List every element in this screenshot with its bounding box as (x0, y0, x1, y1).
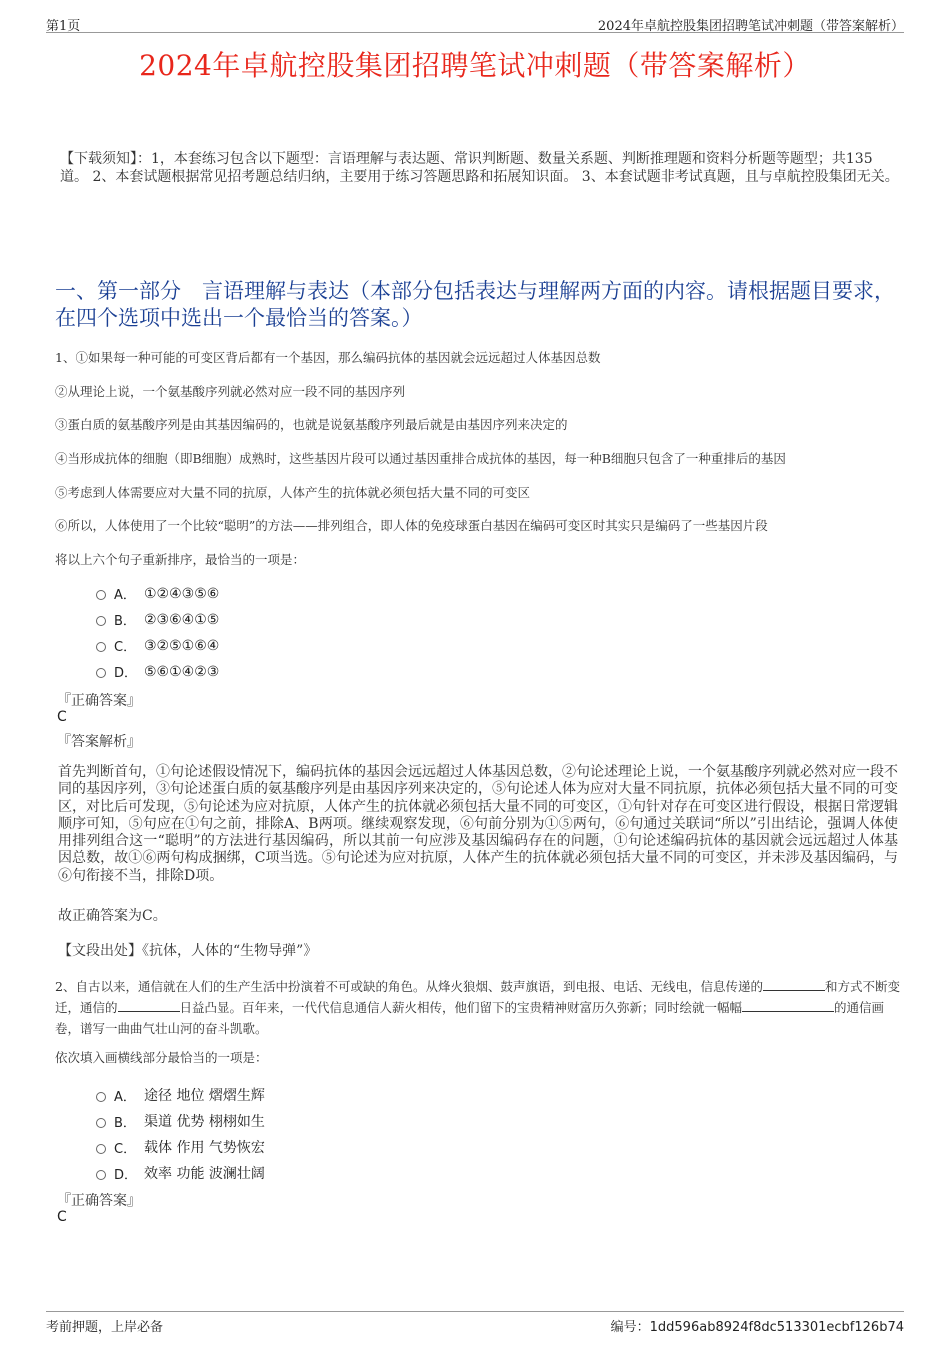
q1-option-a[interactable] (96, 584, 219, 603)
q1-option-d[interactable] (96, 662, 219, 681)
option-letter: A． (114, 588, 136, 603)
option-text: 途径 地位 熠熠生辉 (144, 1088, 265, 1104)
option-text: ⑤⑥①④②③ (144, 663, 220, 680)
blank-3[interactable] (742, 999, 834, 1012)
radio-icon[interactable] (96, 1092, 106, 1102)
q2-answer-label: 『正确答案』 (57, 1193, 141, 1209)
footer-slogan: 考前押题，上岸必备 (46, 1320, 164, 1335)
q2-stem-part4: 的通信画卷，谱写一曲曲气壮山河的奋斗凯歌。 (55, 1000, 885, 1036)
q1-source: 【文段出处】《抗体，人体的“生物导弹”》 (58, 943, 318, 959)
option-letter: C． (114, 640, 137, 655)
q1-answer: C (57, 709, 67, 725)
option-letter: B． (114, 614, 136, 629)
blank-2[interactable] (118, 999, 180, 1012)
radio-icon[interactable] (96, 642, 106, 652)
section-title: 一、第一部分 言语理解与表达（本部分包括表达与理解两方面的内容。请根据题目要求，在四个选项中选出一个最恰当的答案。） (55, 279, 895, 330)
q1-sentence-1: 1、①如果每一种可能的可变区背后都有一个基因，那么编码抗体的基因就会远远超过人体基因总数 (55, 350, 601, 365)
option-letter: D． (114, 666, 138, 681)
header-page-label: 第1页 (46, 19, 81, 34)
page-title: 2024年卓航控股集团招聘笔试冲刺题（带答案解析） (139, 49, 811, 82)
radio-icon[interactable] (96, 590, 106, 600)
q1-answer-label: 『正确答案』 (57, 693, 141, 709)
radio-icon[interactable] (96, 1144, 106, 1154)
q1-analysis: 首先判断首句，①句论述假设情况下，编码抗体的基因会远远超过人体基因总数，②句论述理论上说，一个氨基酸序列就必然对应一段不同的基因序列，③句论述蛋白质的氨基酸序列是由基因序列来决定的，⑤句论述人体为应对大量不同抗原，抗体必须包括大量不同的可变区，对比后可发现，⑤句论述为应对抗原，人体产生的抗体就必须包括大量不同的可变区，①句针对存在可变区进行假设，根据日常逻辑顺序可知，⑤句应在①句之前，排除A、B两项。继续观察发现，⑥句前分别为①⑤两句，⑥句通过关联词“所以”引出结论，强调人体使用排列组合这一“聪明”的方法进行基因编码，所以其前一句应涉及基因编码存在的问题，①句论述编码抗体的基因就会远远超过人体基因总数，故①⑥两句构成捆绑，C项当选。⑤句论述为应对抗原，人体产生的抗体就必须包括大量不同的可变区，并未涉及基因编码，与⑥句衔接不当，排除D项。 (58, 764, 898, 884)
q2-stem-part3: 日益凸显。百年来，一代代信息通信人薪火相传，他们留下的宝贵精神财富历久弥新；同时绘就一幅幅 (179, 1000, 743, 1015)
q2-stem (55, 976, 900, 1039)
q1-option-b[interactable] (96, 610, 219, 629)
footer-divider (46, 1311, 904, 1312)
q2-option-a[interactable] (96, 1085, 265, 1105)
option-text: ③②⑤①⑥④ (144, 637, 220, 654)
option-text: ②③⑥④①⑤ (144, 611, 220, 628)
q1-sentence-4: ④当形成抗体的细胞（即B细胞）成熟时，这些基因片段可以通过基因重排合成抗体的基因，每一种B细胞只包含了一种重排后的基因 (55, 451, 786, 466)
q1-sentence-2: ②从理论上说，一个氨基酸序列就必然对应一段不同的基因序列 (55, 384, 406, 399)
q1-option-c[interactable] (96, 636, 219, 655)
footer-code (611, 1316, 904, 1335)
q1-sentence-5: ⑤考虑到人体需要应对大量不同的抗原，人体产生的抗体就必须包括大量不同的可变区 (55, 485, 531, 500)
q2-option-c[interactable] (96, 1137, 265, 1157)
option-letter: A． (114, 1089, 136, 1105)
q2-answer: C (57, 1209, 67, 1225)
blank-1[interactable] (763, 978, 825, 991)
option-letter: C． (114, 1141, 137, 1157)
radio-icon[interactable] (96, 616, 106, 626)
q1-sentence-3: ③蛋白质的氨基酸序列是由其基因编码的，也就是说氨基酸序列最后就是由基因序列来决定的 (55, 417, 568, 432)
header-doc-title: 2024年卓航控股集团招聘笔试冲刺题（带答案解析） (597, 19, 904, 34)
footer-code-label: 编号： (610, 1320, 650, 1335)
q2-prompt: 依次填入画横线部分最恰当的一项是： (55, 1050, 268, 1065)
q1-sentence-6: ⑥所以，人体使用了一个比较“聪明”的方法——排列组合，即人体的免疫球蛋白基因在编码可变区时其实只是编码了一些基因片段 (55, 518, 768, 533)
option-letter: D． (114, 1167, 138, 1183)
q2-option-b[interactable] (96, 1111, 265, 1131)
q2-stem-part2: 和方式不断变迁，通信的 (55, 979, 900, 1015)
footer-code-value: 1dd596ab8924f8dc513301ecbf126b74 (649, 1320, 904, 1335)
q1-prompt: 将以上六个句子重新排序，最恰当的一项是： (55, 552, 306, 567)
option-text: 效率 功能 波澜壮阔 (144, 1166, 265, 1182)
option-text: ①②④③⑤⑥ (144, 585, 220, 602)
radio-icon[interactable] (96, 1118, 106, 1128)
q1-conclusion: 故正确答案为C。 (58, 908, 167, 924)
radio-icon[interactable] (96, 1170, 106, 1180)
q2-option-d[interactable] (96, 1163, 265, 1183)
option-letter: B． (114, 1115, 136, 1131)
download-notice: 【下载须知】：1，本套练习包含以下题型：言语理解与表达题、常识判断题、数量关系题、判断推理题和资料分析题等题型；共135道。 2、本套试题根据常见招考题总结归纳，主要用于练习答题思路和拓展知识面。 3、本套试题非考试真题，且与卓航控股集团无关。 (60, 151, 899, 185)
q2-stem-part1: 2、自古以来，通信就在人们的生产生活中扮演着不可或缺的角色。从烽火狼烟、鼓声旗语，到电报、电话、无线电，信息传递的 (55, 979, 763, 994)
option-text: 渠道 优势 栩栩如生 (144, 1114, 265, 1130)
radio-icon[interactable] (96, 668, 106, 678)
option-text: 载体 作用 气势恢宏 (144, 1140, 265, 1156)
header-divider (46, 32, 904, 33)
q1-analysis-label: 『答案解析』 (57, 734, 141, 750)
